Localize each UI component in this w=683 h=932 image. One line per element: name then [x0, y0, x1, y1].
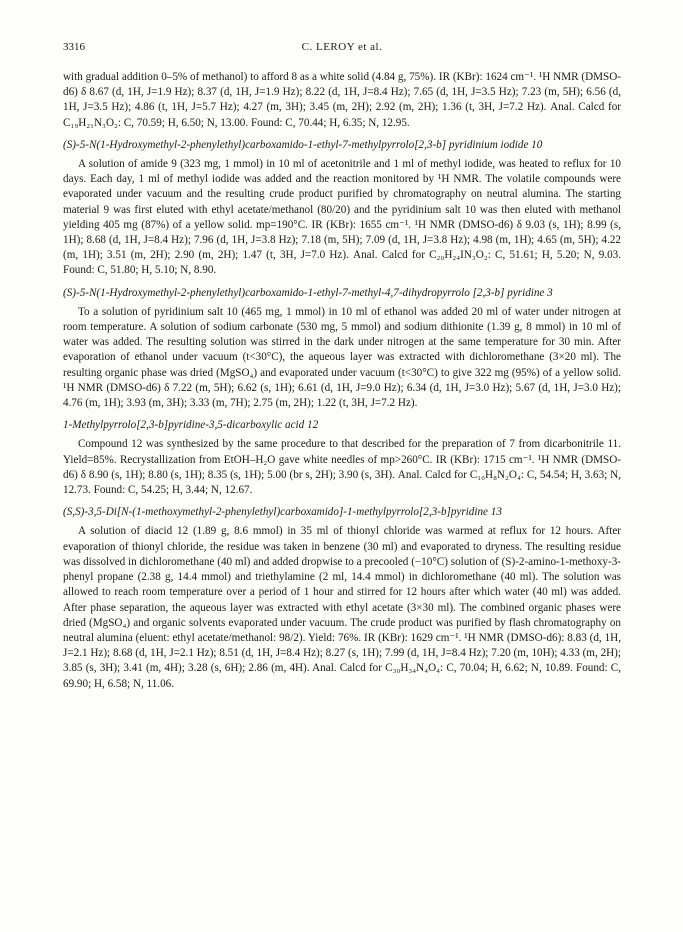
- paragraph-continuation: with gradual addition 0–5% of methanol) to afford 8 as a white solid (4.84 g, 75%). IR (KBr): 1624 cm⁻¹. ¹H NMR (DMSO-d6) δ 8.67 (d, 1H, J=1.9 Hz); 8.37 (d, 1H, J=1.9 Hz); 8.22 (d, 1H, J=8.4 Hz); 7.65 (d, 1H, J=3.5 Hz); 7.23 (m, 5H); 6.56 (d, 1H, J=3.5 Hz); 4.86 (t, 1H, J=5.7 Hz); 4.27 (m, 3H); 3.45 (m, 2H); 2.92 (m, 2H); 1.36 (t, 3H, J=7.2 Hz). Anal. Calcd for C₁₉H₂₁N₃O₂: C, 70.59; H, 6.50; N, 13.00. Found: C, 70.44; H, 6.35; N, 12.95.: [63, 71, 621, 129]
- section-heading-compound-12: 1-Methylpyrrolo[2,3-b]pyridine-3,5-dicarboxylic acid 12: [63, 419, 319, 432]
- page-header: [63, 41, 621, 57]
- section-heading-compound-10: (S)-5-N(1-Hydroxymethyl-2-phenylethyl)carboxamido-1-ethyl-7-methylpyrrolo[2,3-b] pyridinium iodide 10: [63, 138, 543, 151]
- paragraph-compound-12: Compound 12 was synthesized by the same procedure to that described for the preparation of 7 from dicarbonitrile 11. Yield=85%. Recrystallization from EtOH–H₂O gave white needles of mp>260°C. IR (KBr): 1715 cm⁻¹. ¹H NMR (DMSO-d6) δ 8.90 (s, 1H); 8.80 (s, 1H); 8.35 (s, 1H); 5.00 (br s, 2H); 3.90 (s, 3H). Anal. Calcd for C₁₀H₈N₂O₄: C, 54.54; H, 3.63; N, 12.73. Found: C, 54.25; H, 3.44; N, 12.67.: [63, 438, 621, 497]
- section-heading-compound-13: (S,S)-3,5-Di[N-(1-methoxymethyl-2-phenylethyl)carboxamido]-1-methylpyrrolo[2,3-b]pyridine 13: [63, 506, 502, 519]
- article-body: [63, 70, 621, 692]
- paragraph-compound-10: A solution of amide 9 (323 mg, 1 mmol) in 10 ml of acetonitrile and 1 ml of methyl iodide, was heated to reflux for 10 days. Each day, 1 ml of methyl iodide was added and the reaction monitored by ¹H NMR. The volatile compounds were evaporated under vacuum and the resulting crude product purified by chromatography on neutral alumina. The starting material 9 was first eluted with ethyl acetate/methanol (80/20) and the pyridinium salt 10 was then eluted with methanol yielding 405 mg (87%) of a yellow solid. mp=190°C. IR (KBr): 1655 cm⁻¹. ¹H NMR (DMSO-d6) δ 9.03 (s, 1H); 8.99 (s, 1H); 8.68 (d, 1H, J=8.4 Hz); 7.96 (d, 1H, J=3.8 Hz); 7.18 (m, 5H); 7.09 (d, 1H, J=3.8 Hz); 4.98 (m, 1H); 4.65 (m, 5H); 4.22 (m, 1H); 3.51 (m, 2H); 2.90 (m, 2H); 1.47 (t, 3H, J=7.0 Hz). Anal. Calcd for C₂₀H₂₄IN₃O₂: C, 51.61; H, 5.20; N, 9.03. Found: C, 51.80; H, 5.10; N, 8.90.: [63, 158, 621, 277]
- running-head: C. LEROY et al.: [301, 41, 383, 53]
- section-heading-compound-3: (S)-5-N(1-Hydroxymethyl-2-phenylethyl)carboxamido-1-ethyl-7-methyl-4,7-dihydropyrrolo [2,3-b] pyridine 3: [63, 286, 553, 299]
- paragraph-compound-13: A solution of diacid 12 (1.89 g, 8.6 mmol) in 35 ml of thionyl chloride was warmed at reflux for 12 hours. After evaporation of thionyl chloride, the residue was taken in benzene (30 ml) and evaporated to dryness. The resulting residue was dissolved in dichloromethane (40 ml) and added dropwise to a precooled (−10°C) solution of (S)-2-amino-1-methoxy-3-phenyl propane (2.38 g, 14.4 mmol) and triethylamine (2 ml, 14.4 mmol) in dichloromethane (40 ml). The solution was allowed to reach room temperature over a period of 1 hour and stirred for 12 hours after which water (40 ml) was added. After phase separation, the aqueous layer was extracted with ethyl acetate (3×30 ml). The combined organic phases were dried (MgSO₄) and organic solvents evaporated under vacuum. The crude product was purified by flash chromatography on neutral alumina (eluent: ethyl acetate/methanol: 98/2). Yield: 76%. IR (KBr): 1629 cm⁻¹. ¹H NMR (DMSO-d6): 8.83 (d, 1H, J=2.1 Hz); 8.68 (d, 1H, J=2.1 Hz); 8.51 (d, 1H, J=8.4 Hz); 8.27 (s, 1H); 7.99 (d, 1H, J=8.4 Hz); 7.20 (m, 10H); 4.33 (m, 2H); 3.85 (s, 3H); 3.41 (m, 4H); 3.28 (s, 6H); 2.86 (m, 4H). Anal. Calcd for C₃₀H₃₄N₄O₄: C, 70.04; H, 6.62; N, 10.89. Found: C, 69.90; H, 6.58; N, 11.06.: [63, 525, 621, 690]
- paragraph-compound-3: To a solution of pyridinium salt 10 (465 mg, 1 mmol) in 10 ml of ethanol was added 20 ml of water under nitrogen at room temperature. A solution of sodium carbonate (530 mg, 5 mmol) and sodium dithionite (1.39 g, 8 mmol) in 10 ml of water was added. The resulting solution was stirred in the dark under nitrogen at the same temperature for 30 min. After evaporation of ethanol under vacuum (t<30°C), the aqueous layer was extracted with dichloromethane (3×20 ml). The resulting organic phase was dried (MgSO₄) and evaporated under vacuum (t<30°C) to give 322 mg (95%) of a yellow solid. ¹H NMR (DMSO-d6) δ 7.22 (m, 5H); 6.62 (s, 1H); 6.61 (d, 1H, J=9.0 Hz); 6.34 (d, 1H, J=3.0 Hz); 5.67 (d, 1H, J=3.0 Hz); 4.76 (m, 1H); 3.93 (m, 3H); 3.33 (m, 7H); 2.75 (m, 2H); 1.22 (t, 3H, J=7.2 Hz).: [63, 305, 621, 410]
- page-number: 3316: [63, 41, 85, 53]
